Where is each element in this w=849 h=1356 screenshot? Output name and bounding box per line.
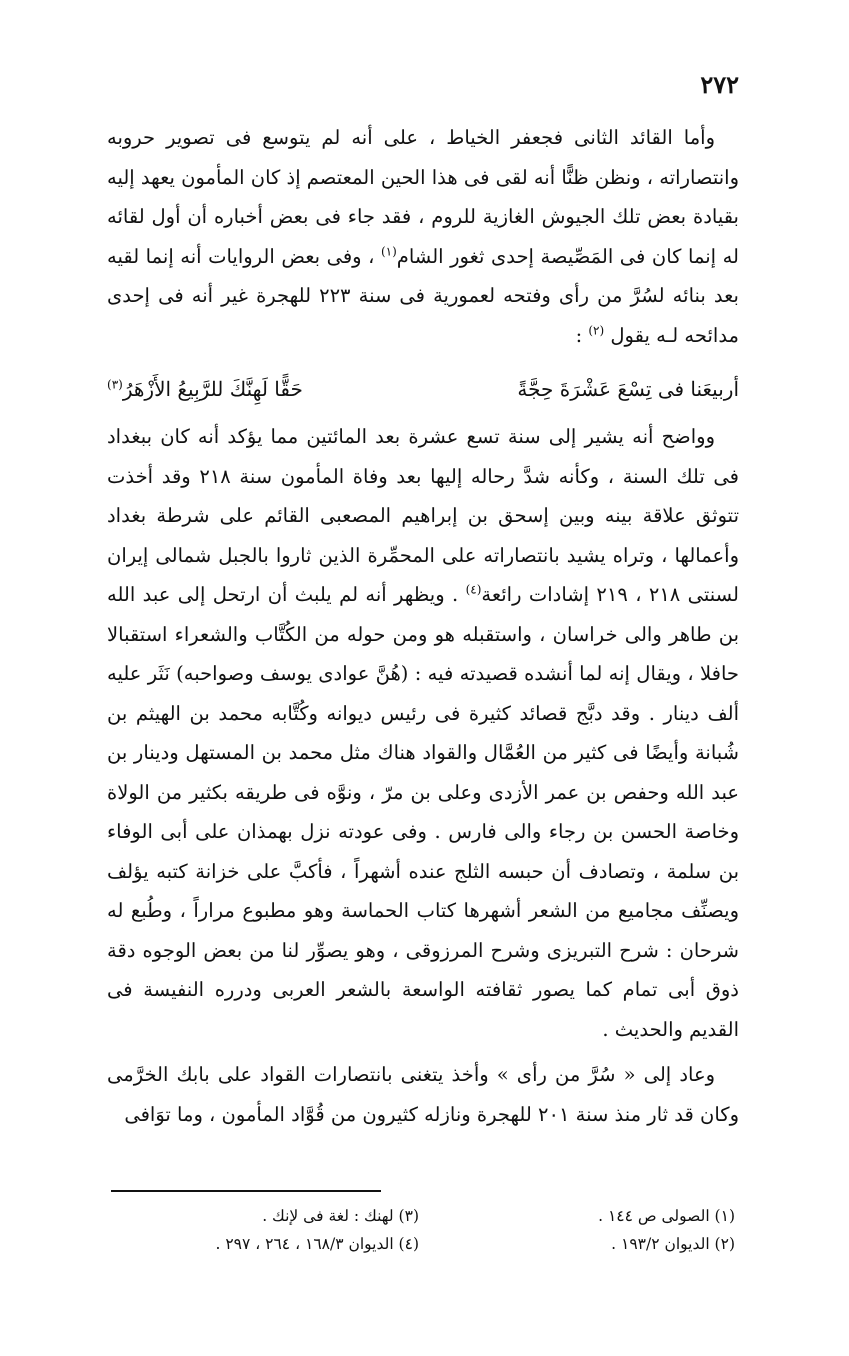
footnote: (١) الصولى ص ١٤٤ .: [598, 1207, 735, 1225]
footnote-ref: (٤): [465, 582, 482, 597]
paragraph-text: وأما القائد الثانى فجعفر الخياط ، على أنه لم يتوسع فى تصوير حروبه وانتصاراته ، ونظن ظنًّا أنه لقى فى هذا الحين المعتصم إذ كان المأمون يعهد إليه بقيادة بعض تلك الجيوش الغازية للروم ، فقد جاء فى بعض أخباره أن أول لقائه له إنما كان فى المَصِّيصة إحدى ثغور الشام: [107, 126, 739, 268]
paragraph: [107, 417, 739, 1049]
paragraph-text: :: [575, 323, 583, 347]
footnote: (٢) الديوان ١٩٣/٢ .: [611, 1235, 735, 1253]
paragraph-text: وواضح أنه يشير إلى سنة تسع عشرة بعد المائتين مما يؤكد أنه كان ببغداد فى تلك السنة ، وكأنه شدَّ رحاله إليها بعد وفاة المأمون سنة ٢١٨ وقد أخذت تتوثق علاقة بينه وبين إسحق بن إبراهيم المصعبى القائم على شرطة بغداد وأعمالها ، وتراه يشيد بانتصاراته على المحمِّرة الذين ثاروا بالجبل شمالى إيران لسنتى ٢١٨ ، ٢١٩ إشادات رائعة: [107, 425, 740, 606]
footnote: (٤) الديوان ١٦٨/٣ ، ٢٦٤ ، ٢٩٧ .: [215, 1235, 419, 1253]
footnotes: [107, 1202, 739, 1258]
poetry-verse: [107, 369, 739, 409]
footnote-ref: (٢): [588, 323, 605, 337]
verse-hemistich-first: أربيعَنا فى تِسْعَ عَشْرَةَ حِجَّةً: [517, 377, 739, 401]
footnote-column-left: [107, 1202, 423, 1258]
page-number: ٢٧٢: [700, 70, 739, 99]
paragraph-text: . ويظهر أنه لم يلبث أن ارتحل إلى عبد الله بن طاهر والى خراسان ، واستقبله هو ومن حوله من الكُتَّاب والشعراء استقبالا حافلا ، ويقال إنه لما أنشده قصيدته فيه : (هُنَّ عوادى يوسف وصواحبه) نَثَر عليه ألف دينار . وقد دبَّج قصائد كثيرة فى رئيس ديوانه وكُتَّابه محمد بن الهيثم بن شُبانة وأيضًا فى كثير من العُمَّال والقواد هناك مثل محمد بن المستهل ودينار بن عبد الله وحفص بن عمر الأزدى وعلى بن مرّ ، ونوَّه فى طريقه بكثير من الولاة وخاصة الحسن بن رجاء والى فارس . وفى عودته نزل بهمذان على أبى الوفاء بن سلمة ، وتصادف أن حبسه الثلج عنده أشهراً ، فأكبَّ على خزانة كتبه يؤلف ويصنِّف مجاميع من الشعر أشهرها كتاب الحماسة وهو مطبوع مراراً ، وطُبع له شرحان : شرح التبريزى وشرح المرزوقى ، وهو يصوِّر لنا من بعض الوجوه دقة ذوق أبى تمام كما يصور ثقافته الواسعة بالشعر العربى ودرره النفيسة فى القديم والحديث .: [107, 583, 739, 1041]
paragraph: [107, 118, 739, 355]
footnote-ref: (١): [380, 244, 397, 258]
main-text: [107, 118, 739, 1134]
paragraph: وعاد إلى « سُرَّ من رأى » وأخذ يتغنى بانتصارات القواد على بابك الخرَّمى وكان قد ثار منذ سنة ٢٠١ للهجرة ونازله كثيرون من قُوَّاد المأمون ، وما توَافى: [107, 1063, 739, 1126]
footnote-ref: (٣): [107, 377, 123, 392]
verse-hemistich-second: [107, 369, 303, 409]
verse-text: حَقًّا لَهِنَّكَ للرَّبِيعُ الأَزْهَرُ: [122, 377, 303, 401]
footnote-divider: [111, 1190, 381, 1192]
footnote-column-right: [423, 1202, 739, 1258]
footnote: (٣) لهنك : لغة فى لإنك .: [262, 1207, 419, 1225]
paragraph-text: ، وفى بعض الروايات أنه إنما لقيه بعد بنائه لسُرَّ من رأى وفتحه لعمورية فى سنة ٢٢٣ للهجرة غير أنه فى إحدى مدائحه لـه يقول: [107, 244, 739, 347]
